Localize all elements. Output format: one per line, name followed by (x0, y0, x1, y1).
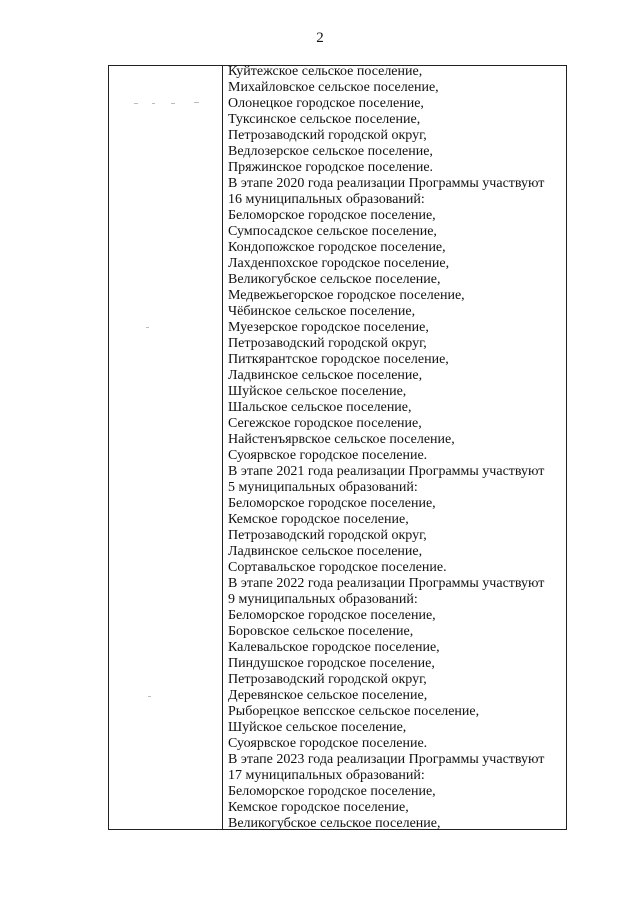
list-line: Шальское сельское поселение, (228, 400, 412, 415)
list-line: Боровское сельское поселение, (228, 624, 414, 639)
list-line: Беломорское городское поселение, (228, 208, 436, 223)
list-line: Кемское городское поселение, (228, 800, 409, 815)
stage-count: 16 муниципальных образований: (228, 192, 425, 207)
list-line: Шуйское сельское поселение, (228, 384, 407, 399)
list-line: Петрозаводский городской округ, (228, 528, 427, 543)
list-line: Медвежьегорское городское поселение, (228, 288, 465, 303)
list-line: Пряжинское городское поселение. (228, 160, 434, 175)
list-line: Петрозаводский городской округ, (228, 128, 427, 143)
list-line: Рыборецкое вепсское сельское поселение, (228, 704, 480, 719)
municipality-list (228, 64, 564, 832)
scan-artifact (148, 696, 151, 697)
stage-heading: В этапе 2022 года реализации Программы участвуют (228, 576, 545, 591)
list-line: Деревянское сельское поселение, (228, 688, 428, 703)
list-line: Беломорское городское поселение, (228, 608, 436, 623)
list-line: Беломорское городское поселение, (228, 496, 436, 511)
left-empty-cell (108, 65, 222, 830)
list-line: Ладвинское сельское поселение, (228, 544, 423, 559)
list-line: Сортавальское городское поселение. (228, 560, 447, 575)
stage-count: 9 муниципальных образований: (228, 592, 418, 607)
list-line: Петрозаводский городской округ, (228, 336, 427, 351)
list-line: Шуйское сельское поселение, (228, 720, 407, 735)
list-line: Кондопожское городское поселение, (228, 240, 446, 255)
list-line: Великогубское сельское поселение, (228, 816, 441, 831)
stage-count: 5 муниципальных образований: (228, 480, 418, 495)
column-divider (222, 65, 223, 830)
list-line: Олонецкое городское поселение, (228, 96, 424, 111)
list-line: Ведлозерское сельское поселение, (228, 144, 433, 159)
scan-artifact (134, 103, 138, 104)
list-line: Великогубское сельское поселение, (228, 272, 441, 287)
stage-count: 17 муниципальных образований: (228, 768, 425, 783)
list-line: Сегежское городское поселение, (228, 416, 422, 431)
list-line: Петрозаводский городской округ, (228, 672, 427, 687)
list-line: Туксинское сельское поселение, (228, 112, 421, 127)
list-line: Сумпосадское сельское поселение, (228, 224, 437, 239)
stage-heading: В этапе 2020 года реализации Программы участвуют (228, 176, 545, 191)
scan-artifact (194, 102, 199, 103)
scan-artifact (171, 103, 175, 104)
list-line: Питкярантское городское поселение, (228, 352, 449, 367)
list-line: Михайловское сельское поселение, (228, 80, 439, 95)
list-line: Найстенъярвское сельское поселение, (228, 432, 455, 447)
scan-artifact (152, 103, 155, 104)
list-line: Калевальское городское поселение, (228, 640, 440, 655)
stage-heading: В этапе 2021 года реализации Программы участвуют (228, 464, 545, 479)
list-line: Кемское городское поселение, (228, 512, 409, 527)
list-line: Куйтежское сельское поселение, (228, 64, 423, 79)
list-line: Ладвинское сельское поселение, (228, 368, 423, 383)
list-line: Муезерское городское поселение, (228, 320, 429, 335)
list-line: Лахденпохское городское поселение, (228, 256, 450, 271)
list-line: Суоярвское городское поселение. (228, 736, 428, 751)
stage-heading: В этапе 2023 года реализации Программы участвуют (228, 752, 545, 767)
list-line: Чёбинское сельское поселение, (228, 304, 416, 319)
list-line: Пиндушское городское поселение, (228, 656, 435, 671)
list-line: Беломорское городское поселение, (228, 784, 436, 799)
page-number: 2 (316, 30, 324, 46)
list-line: Суоярвское городское поселение. (228, 448, 428, 463)
scan-artifact (146, 327, 149, 328)
